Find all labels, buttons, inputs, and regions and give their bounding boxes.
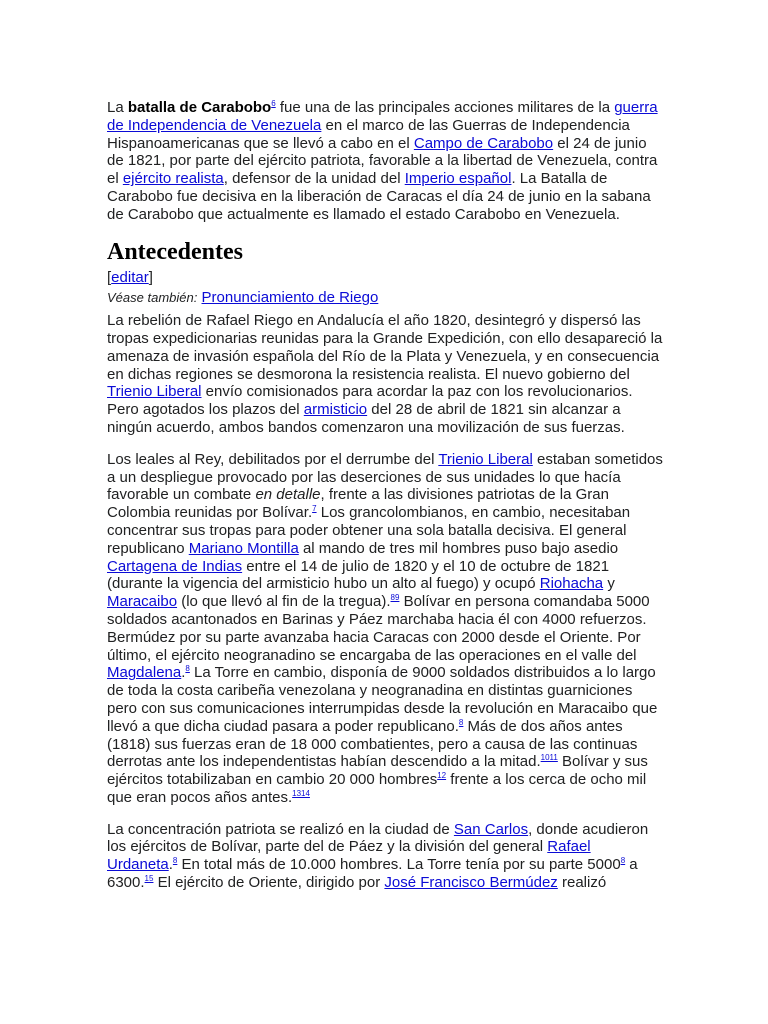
text: , defensor de la unidad del <box>223 170 405 188</box>
text: y <box>603 575 615 593</box>
link-trienio-liberal[interactable]: Trienio Liberal <box>438 450 533 468</box>
article-subject: batalla de Carabobo <box>127 99 272 116</box>
link-campo-carabobo[interactable]: Campo de Carabobo <box>413 134 554 152</box>
text: en el marco de las Guerras de Independencia Hispanoamericanas que se llevó a cabo en el <box>107 116 630 152</box>
reference-link[interactable]: 12 <box>437 771 447 781</box>
text: estaban sometidos a un despliegue provocado por las deserciones de sus unidades lo que hacía favorable un combate <box>107 450 663 504</box>
link-san-carlos[interactable]: San Carlos <box>453 820 529 838</box>
text: Los grancolombianos, en cambio, necesitaban concentrar sus tropas para poder obtener una sola batalla decisiva. El general republicano <box>107 504 631 557</box>
text: entre el 14 de julio de 1820 y el 10 de octubre de 1821 (durante la vigencia del armisticio hubo un alto al fuego) y ocupó <box>107 557 610 593</box>
link-rafael-urdaneta[interactable]: Rafael Urdaneta <box>107 838 591 874</box>
reference-link[interactable]: 8 <box>185 664 190 674</box>
text: , frente a las divisiones patriotas de la Gran Colombia reunidas por Bolívar. <box>107 486 609 522</box>
text: realizó <box>557 874 607 892</box>
edit-link[interactable]: editar <box>111 268 149 286</box>
text: del 28 de abril de 1821 sin alcanzar a ningún acuerdo, ambos bandos comenzaron una movilización de sus fuerzas. <box>107 401 625 436</box>
reference-link[interactable]: 6 <box>271 99 276 108</box>
link-cartagena-indias[interactable]: Cartagena de Indias <box>107 557 243 575</box>
link-jose-francisco-bermudez[interactable]: José Francisco Bermúdez <box>384 874 558 892</box>
text: La Torre en cambio, disponía de 9000 soldados distribuidos a lo largo de toda la costa caribeña venezolana y neogranadina en distintas guarniciones pero con sus comunicaciones interrumpidas desde la revolución en Maracaibo que llevó a que dicha ciudad pasara a poder republicano. <box>107 664 658 735</box>
reference[interactable] <box>541 753 558 762</box>
reference-link[interactable]: 8 <box>620 856 626 866</box>
reference-link[interactable]: 1314 <box>292 788 310 798</box>
see-also-note <box>107 289 663 307</box>
emphasis: en detalle <box>255 486 321 504</box>
link-maracaibo[interactable]: Maracaibo <box>107 593 178 611</box>
text: Más de dos años antes (1818) sus fuerzas eran de 18 000 combatientes, pero a causa de las continuas derrotas ante los independentistas habían descendido a la mitad. <box>107 717 638 771</box>
link-riohacha[interactable]: Riohacha <box>539 575 604 593</box>
text: al mando de tres mil hombres puso bajo asedio <box>298 539 619 557</box>
text: el 24 de junio de 1821, por parte del ejército patriota, favorable a la libertad de Venezuela, contra el <box>107 134 658 188</box>
text: . <box>168 856 173 874</box>
text: Los leales al Rey, debilitados por el derrumbe del <box>107 450 439 468</box>
text: El ejército de Oriente, dirigido por <box>153 874 385 892</box>
reference-link[interactable]: 1011 <box>540 753 558 763</box>
paragraph-2 <box>107 451 663 807</box>
paragraph-3 <box>107 821 663 892</box>
text: En total más de 10.000 hombres. La Torre tenía por su parte 5000 <box>177 856 621 874</box>
text: Bolívar en persona comandaba 5000 soldados acantonados en Barinas y Páez marchaba hacia él con 4000 refuerzos. Bermúdez por su parte avanzaba hacia Caracas con 2000 desde el Oriente. Por último, el ejército neogranadino se encargaba de las operaciones en el valle del <box>107 593 650 664</box>
text: envío comisionados para acordar la paz con los revolucionarios. Pero agotados los plazos del <box>107 383 633 419</box>
link-ejercito-realista[interactable]: ejército realista <box>122 170 224 188</box>
text: La <box>107 99 128 116</box>
intro-paragraph <box>107 99 663 224</box>
see-also-label: Véase también: <box>107 290 198 306</box>
bracket: [ <box>107 268 112 286</box>
section-heading: Antecedentes <box>107 238 243 265</box>
text: , donde acudieron los ejércitos de Bolívar, parte del de Páez y la división del general <box>107 820 649 856</box>
text: . La Batalla de Carabobo fue decisiva en la liberación de Caracas el día 24 de junio en la sabana de Carabobo que actualmente es llamado el estado Carabobo en Venezuela. <box>107 170 651 223</box>
text: a 6300. <box>107 856 638 892</box>
text: La rebelión de Rafael Riego en Andalucía el año 1820, desintegró y dispersó las tropas expedicionarias reunidas para la Grande Expedición, con ello desapareció la amenaza de invasión española del Río de la Plata y Venezuela, y en consecuencia en dichas regiones se desmorona la resistencia realista. El nuevo gobierno del <box>107 312 663 383</box>
reference[interactable] <box>437 771 446 780</box>
link-armisticio[interactable]: armisticio <box>303 401 368 419</box>
edit-section <box>107 269 663 287</box>
reference-link[interactable]: 8 <box>458 717 464 727</box>
text: Bolívar y sus ejércitos totabilizaban en cambio 20 000 hombres <box>107 753 648 789</box>
reference[interactable] <box>292 789 310 798</box>
text: frente a los cerca de ocho mil que eran pocos años antes. <box>107 771 647 806</box>
link-pronunciamiento-riego[interactable]: Pronunciamiento de Riego <box>201 289 379 307</box>
link-trienio-liberal[interactable]: Trienio Liberal <box>107 383 202 401</box>
text: (lo que llevó al fin de la tregua). <box>177 593 391 611</box>
paragraph-1 <box>107 312 663 437</box>
text: . <box>181 664 186 682</box>
link-mariano-montilla[interactable]: Mariano Montilla <box>188 539 299 557</box>
article-body <box>107 99 663 906</box>
text: La concentración patriota se realizó en la ciudad de <box>107 820 454 838</box>
text: fue una de las principales acciones militares de la <box>275 99 615 116</box>
bracket: ] <box>148 268 153 286</box>
reference-link[interactable]: 89 <box>390 593 400 603</box>
link-imperio-espanol[interactable]: Imperio español <box>404 170 512 188</box>
reference-link[interactable]: 15 <box>144 874 154 884</box>
reference-link[interactable]: 7 <box>312 504 317 514</box>
link-guerra-independencia[interactable]: guerra de Independencia de Venezuela <box>107 99 658 134</box>
reference-link[interactable]: 8 <box>172 856 178 866</box>
link-magdalena[interactable]: Magdalena <box>107 664 182 682</box>
